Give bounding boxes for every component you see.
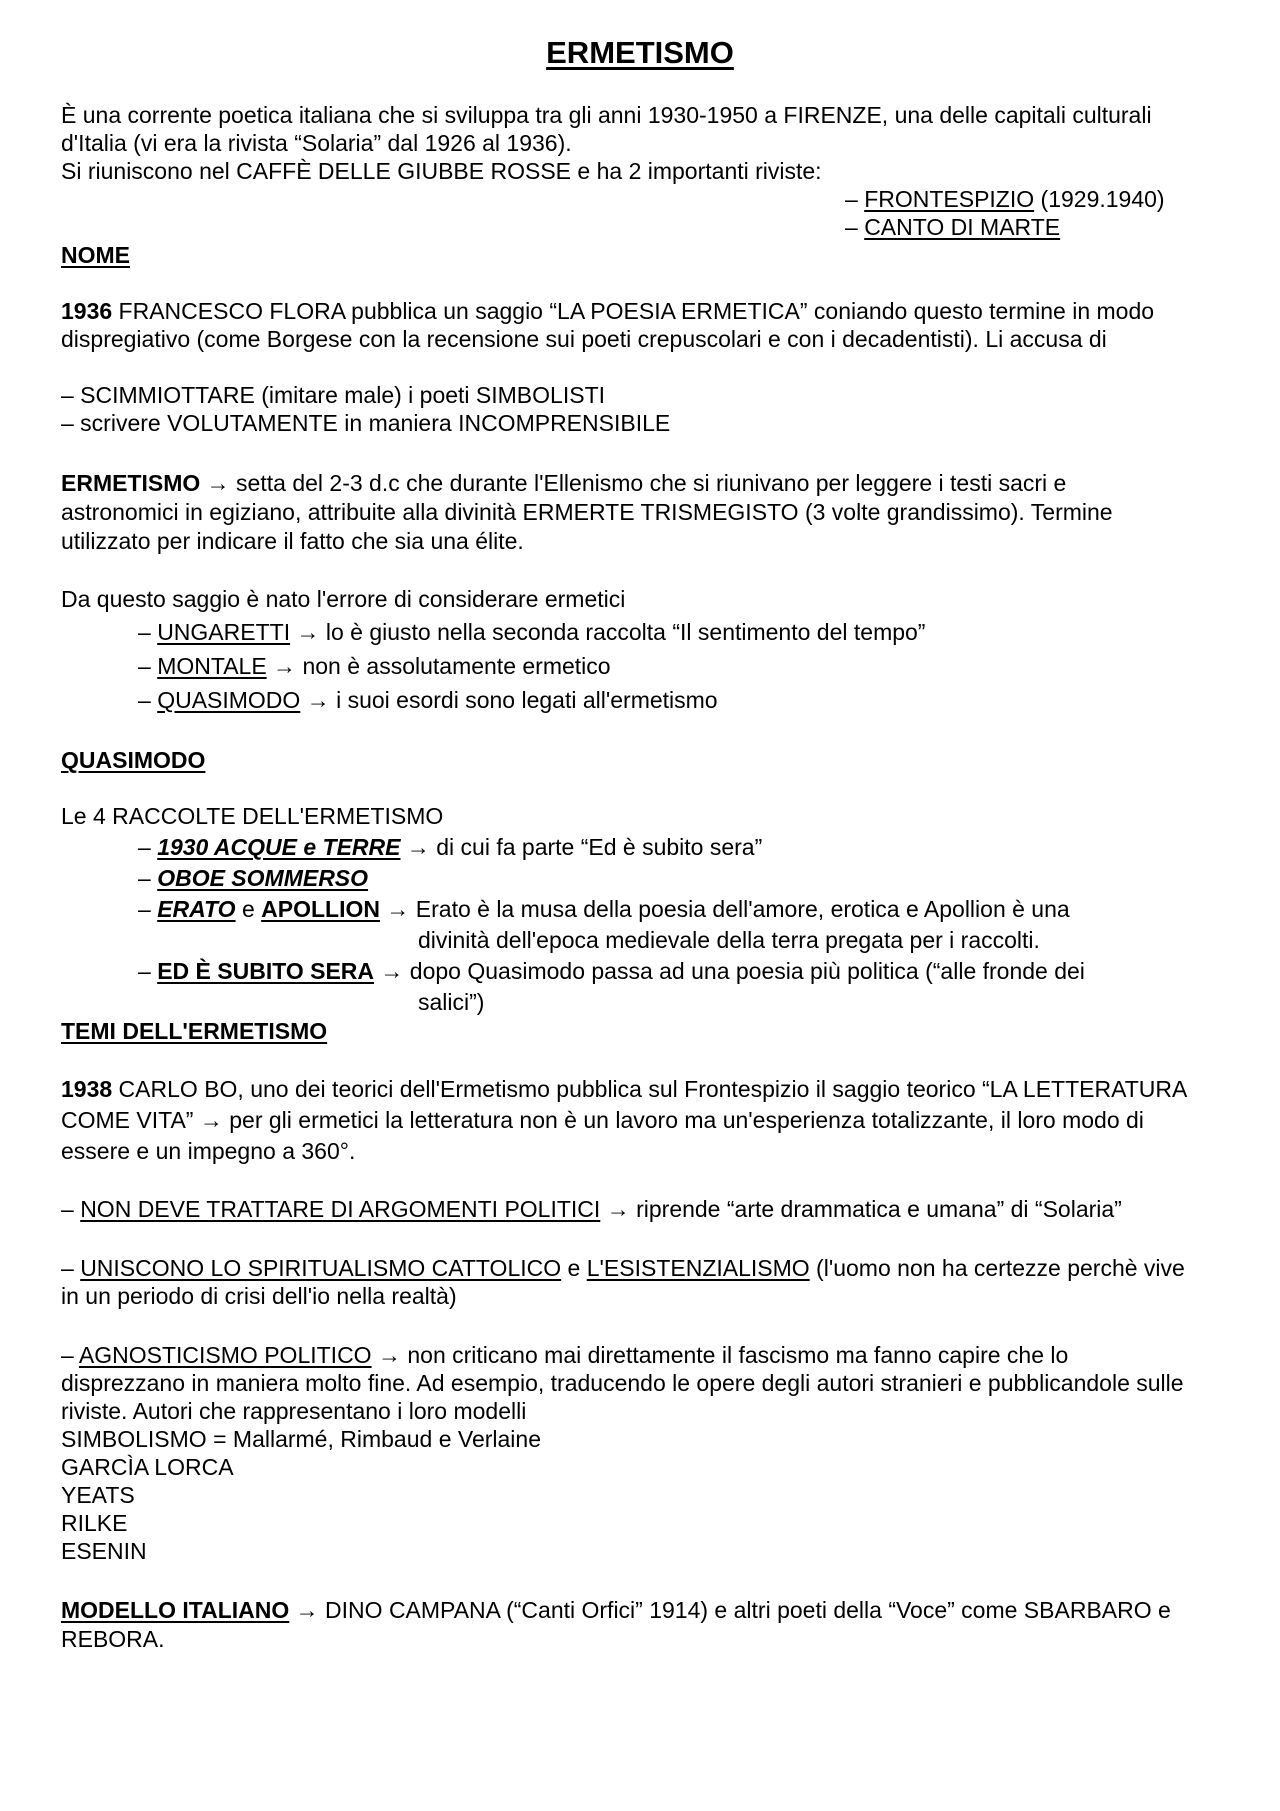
dash: –: [845, 214, 865, 240]
conjunction: e: [561, 1255, 587, 1281]
heading-quasimodo: QUASIMODO: [61, 747, 206, 773]
nome-p1-line-2: dispregiativo (come Borgese con la recensione sui poeti crepuscolari e con i decadentisti). Li accusa di: [61, 326, 1107, 352]
raccolta-name: OBOE SOMMERSO: [157, 865, 369, 891]
raccolta-note: → Erato è la musa della poesia dell'amore, erotica e Apollion è una: [380, 896, 1070, 922]
rivista-name: FRONTESPIZIO: [864, 186, 1035, 212]
dash: –: [138, 653, 158, 679]
rivista-name: CANTO DI MARTE: [864, 214, 1061, 240]
nome-p3-line-1: Da questo saggio è nato l'errore di considerare ermetici: [61, 586, 626, 612]
conjunction: e: [235, 896, 262, 922]
model-item: RILKE: [61, 1510, 128, 1536]
rivista-canto-di-marte: [845, 213, 1060, 241]
intro-line-3: Si riuniscono nel CAFFÈ DELLE GIUBBE ROSSE e ha 2 importanti riviste:: [61, 158, 822, 184]
rivista-frontespizio: [845, 185, 1165, 213]
nome-p2-line-2: astronomici in egiziano, attribuite alla divinità ERMERTE TRISMEGISTO (3 volte grandissimo). Termine: [61, 499, 1113, 525]
poet-note: → non è assolutamente ermetico: [266, 653, 611, 679]
raccolte-title: Le 4 RACCOLTE DELL'ERMETISMO: [61, 803, 444, 829]
heading-nome: NOME: [61, 242, 130, 268]
modello-italiano-line-2: REBORA.: [61, 1626, 165, 1652]
text: → setta del 2-3 d.c che durante l'Ellenismo che si riunivano per leggere i testi sacri e: [200, 470, 1067, 496]
intro-line-1: È una corrente poetica italiana che si sviluppa tra gli anni 1930-1950 a FIRENZE, una delle capitali culturali: [61, 102, 1152, 128]
raccolta-4-cont: salici”): [418, 989, 485, 1015]
dash: –: [138, 896, 158, 922]
dash: –: [138, 834, 158, 860]
raccolta-note: → dopo Quasimodo passa ad una poesia più politica (“alle fronde dei: [374, 958, 1085, 984]
dash: –: [138, 619, 158, 645]
text: FRANCESCO FLORA pubblica un saggio “LA POESIA ERMETICA” coniando questo termine in modo: [112, 298, 1155, 324]
accusa-1: – SCIMMIOTTARE (imitare male) i poeti SIMBOLISTI: [61, 382, 606, 408]
tema-name-b: L'ESISTENZIALISMO: [586, 1255, 810, 1281]
poet-name: QUASIMODO: [157, 687, 301, 713]
temi-p1-line-2: COME VITA” → per gli ermetici la letteratura non è un lavoro ma un'esperienza totalizzante, il loro modo di: [61, 1107, 1144, 1133]
raccolta-3-cont: divinità dell'epoca medievale della terra pregata per i raccolti.: [418, 927, 1040, 953]
nome-p2-line-1: [61, 469, 1066, 497]
model-item: YEATS: [61, 1482, 135, 1508]
poet-name: UNGARETTI: [157, 619, 291, 645]
raccolta-3: [138, 895, 1070, 923]
model-item: ESENIN: [61, 1538, 147, 1564]
year: 1936: [61, 298, 113, 324]
poet-name: MONTALE: [157, 653, 267, 679]
model-item: SIMBOLISMO = Mallarmé, Rimbaud e Verlaine: [61, 1426, 541, 1452]
raccolta-1: [138, 833, 762, 861]
raccolta-name-erato: ERATO: [157, 896, 236, 922]
intro-line-2: d'Italia (vi era la rivista “Solaria” dal 1926 al 1936).: [61, 130, 572, 156]
year: 1938: [61, 1076, 113, 1102]
temi-p1-line-1: [61, 1075, 1187, 1103]
poet-quasimodo: [138, 686, 718, 714]
tema-name: AGNOSTICISMO POLITICO: [78, 1342, 372, 1368]
tema-1: [61, 1195, 1122, 1223]
dash: –: [61, 1196, 81, 1222]
tema-name: NON DEVE TRATTARE DI ARGOMENTI POLITICI: [80, 1196, 601, 1222]
modello-note: → DINO CAMPANA (“Canti Orfici” 1914) e altri poeti della “Voce” come SBARBARO e: [289, 1597, 1171, 1623]
tema-note: → riprende “arte drammatica e umana” di “Solaria”: [600, 1196, 1122, 1222]
poet-note: → i suoi esordi sono legati all'ermetismo: [300, 687, 718, 713]
document-title: ERMETISMO: [546, 35, 734, 70]
heading-temi: TEMI DELL'ERMETISMO: [61, 1018, 328, 1044]
raccolta-name: ED È SUBITO SERA: [157, 958, 375, 984]
tema-2-line-1: [61, 1254, 1185, 1282]
dash: –: [138, 687, 158, 713]
raccolta-2: [138, 864, 368, 892]
raccolta-4: [138, 957, 1085, 985]
raccolta-name-apollion: APOLLION: [261, 896, 380, 922]
poet-ungaretti: [138, 618, 925, 646]
text: CARLO BO, uno dei teorici dell'Ermetismo pubblica sul Frontespizio il saggio teorico “LA LETTERATURA: [112, 1076, 1188, 1102]
raccolta-name: 1930 ACQUE e TERRE: [157, 834, 401, 860]
tema-note: → non criticano mai direttamente il fascismo ma fanno capire che lo: [371, 1342, 1069, 1368]
dash: –: [138, 958, 158, 984]
dash: –: [138, 865, 158, 891]
poet-note: → lo è giusto nella seconda raccolta “Il sentimento del tempo”: [290, 619, 926, 645]
raccolta-note: → di cui fa parte “Ed è subito sera”: [400, 834, 763, 860]
temi-p1-line-3: essere e un impegno a 360°.: [61, 1138, 356, 1164]
dash: –: [845, 186, 865, 212]
model-item: GARCÌA LORCA: [61, 1454, 234, 1480]
modello-label: MODELLO ITALIANO: [61, 1597, 290, 1623]
tema-3-line-1: [61, 1341, 1068, 1369]
nome-p2-line-3: utilizzato per indicare il fatto che sia una élite.: [61, 528, 524, 554]
rivista-years: (1929.1940): [1034, 186, 1165, 212]
tema-3-line-3: riviste. Autori che rappresentano i loro modelli: [61, 1398, 527, 1424]
nome-p1-line-1: [61, 297, 1154, 325]
tema-2-line-2: in un periodo di crisi dell'io nella realtà): [61, 1283, 457, 1309]
poet-montale: [138, 652, 611, 680]
modello-italiano-line-1: [61, 1596, 1171, 1624]
term: ERMETISMO: [61, 470, 201, 496]
accusa-2: – scrivere VOLUTAMENTE in maniera INCOMPRENSIBILE: [61, 410, 671, 436]
tema-name-a: UNISCONO LO SPIRITUALISMO CATTOLICO: [80, 1255, 562, 1281]
tema-3-line-2: disprezzano in maniera molto fine. Ad esempio, traducendo le opere degli autori stranieri e pubblicandole sulle: [61, 1370, 1184, 1396]
tema-note: (l'uomo non ha certezze perchè vive: [809, 1255, 1185, 1281]
dash: –: [61, 1255, 81, 1281]
dash: –: [61, 1342, 79, 1368]
